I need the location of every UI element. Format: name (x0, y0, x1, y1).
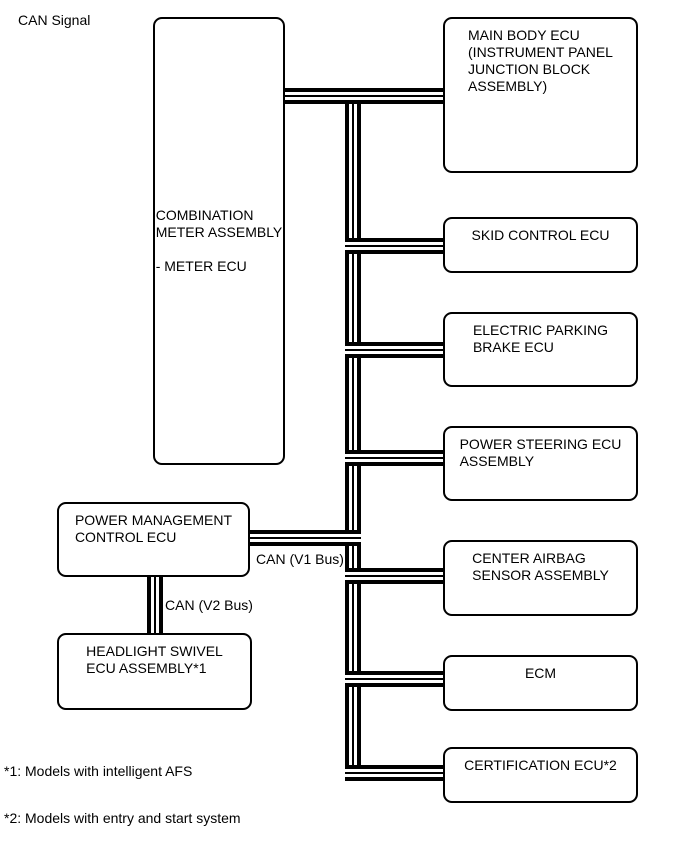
wire-branch-certification (345, 765, 443, 781)
wire-can-v2-bus (147, 577, 163, 635)
diagram-title: CAN Signal (18, 12, 91, 28)
node-label: JUNCTION BLOCK (468, 61, 591, 77)
node-electric-parking-brake-ecu (443, 312, 638, 387)
node-certification-ecu (443, 747, 638, 803)
footnote-entry-start-system: *2: Models with entry and start system (4, 810, 241, 826)
node-combination-meter-assembly (153, 17, 285, 465)
node-label: CERTIFICATION ECU*2 (464, 757, 617, 773)
node-label: ASSEMBLY (459, 453, 535, 469)
node-label: CENTER AIRBAG (472, 550, 586, 566)
node-label: POWER STEERING ECU (459, 436, 622, 452)
wire-branch-skid-control (345, 238, 443, 254)
wire-meter-to-main-body (285, 88, 443, 104)
wire-power-management-to-trunk (250, 530, 361, 546)
node-power-management-control-ecu (57, 502, 250, 577)
wire-branch-center-airbag (345, 568, 443, 584)
node-label: - METER ECU (155, 258, 247, 274)
wire-branch-electric-parking (345, 342, 443, 358)
node-center-airbag-sensor-assembly (443, 540, 638, 616)
node-label: BRAKE ECU (472, 339, 554, 355)
node-ecm (443, 655, 638, 711)
label-can-v1-bus: CAN (V1 Bus) (256, 551, 344, 567)
node-label: MAIN BODY ECU (468, 27, 580, 43)
footnote-intelligent-afs: *1: Models with intelligent AFS (4, 763, 193, 779)
wire-branch-power-steering (345, 450, 443, 466)
node-label: (INSTRUMENT PANEL (468, 44, 613, 60)
node-label: METER ASSEMBLY (155, 224, 283, 240)
node-label: HEADLIGHT SWIVEL (86, 643, 223, 659)
node-label: POWER MANAGEMENT (74, 512, 233, 528)
node-label: SENSOR ASSEMBLY (472, 567, 609, 583)
node-label (156, 241, 283, 258)
wire-branch-ecm (345, 671, 443, 687)
node-label: SKID CONTROL ECU (471, 227, 610, 243)
node-label: CONTROL ECU (74, 529, 177, 545)
node-main-body-ecu (443, 17, 638, 173)
node-headlight-swivel-ecu-assembly (57, 633, 252, 710)
node-skid-control-ecu (443, 217, 638, 273)
node-label: ELECTRIC PARKING (472, 322, 609, 338)
node-label: ASSEMBLY) (468, 78, 548, 94)
node-label: ECU ASSEMBLY*1 (86, 660, 207, 676)
node-power-steering-ecu-assembly (443, 426, 638, 501)
node-label: COMBINATION (155, 207, 254, 223)
node-label: ECM (524, 665, 557, 681)
label-can-v2-bus: CAN (V2 Bus) (165, 597, 253, 613)
